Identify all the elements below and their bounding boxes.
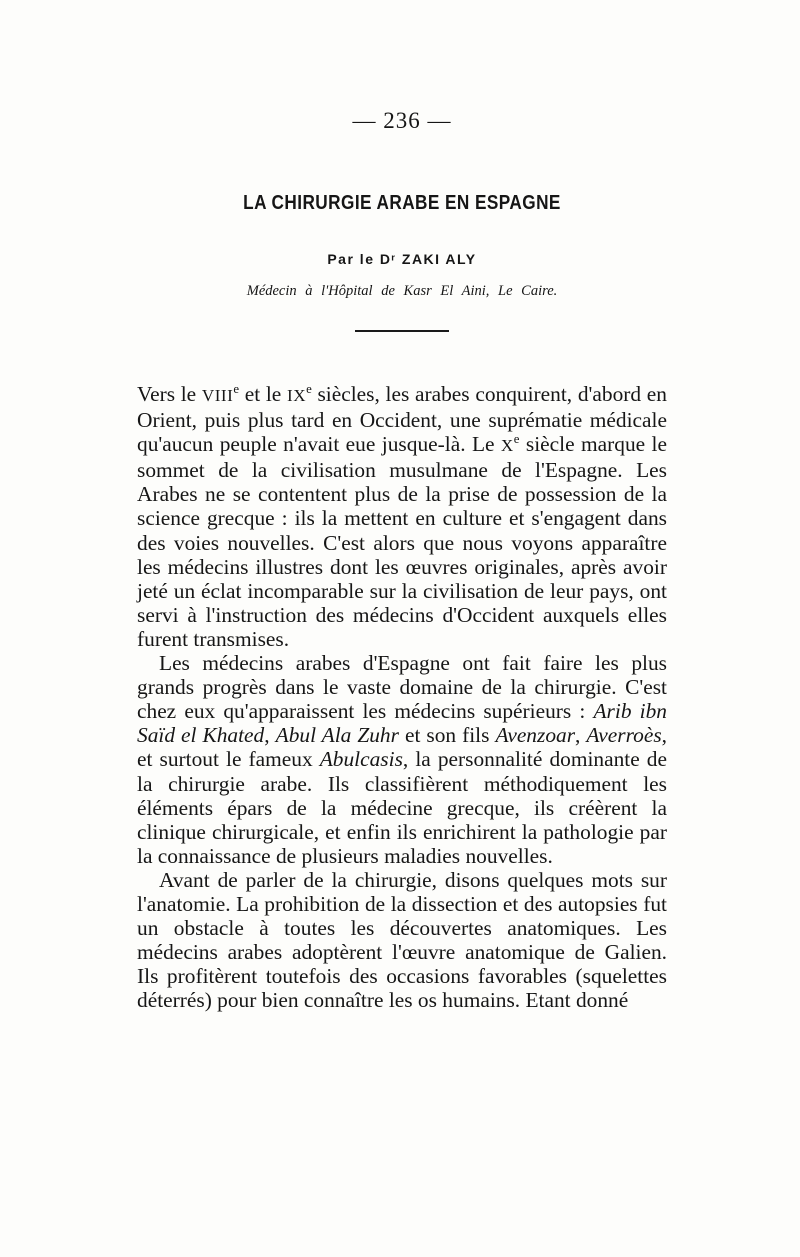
- text-run: et le: [239, 382, 287, 406]
- italic-name: Averroès: [586, 723, 662, 748]
- text-run: , la personnalité dominante de la chirurgie arabe. Ils classifièrent méthodiquement les éléments épars de la médecine grecque, ils créèrent la clinique chirurgicale, et enfin ils enrichirent la pathologie par la connaissance de plusieurs maladies nouvelles.: [137, 747, 667, 868]
- author-affiliation: Médecin à l'Hôpital de Kasr El Aini, Le Caire.: [246, 283, 558, 299]
- superscript: e: [233, 381, 240, 396]
- body-paragraph: [137, 651, 667, 868]
- text-run: , et surtout le fameux: [137, 723, 668, 772]
- italic-name: Arib ibn Saïd el Khated: [137, 699, 667, 748]
- roman-numeral: X: [500, 436, 514, 456]
- text-run: ,: [264, 723, 276, 748]
- text-run: ,: [575, 723, 587, 748]
- text-run: Avant de parler de la chirurgie, disons quelques mots sur l'anatomie. La prohibition de la dissection et des autopsies fut un obstacle à toutes les découvertes anatomiques. Les médecins arabes adoptèrent l'œuvre anatomique de Galien. Ils profitèrent toutefois des occasions favorables (squelettes déterrés) pour bien connaître les os humains. Etant donné: [137, 867, 667, 1013]
- superscript: e: [513, 432, 520, 447]
- italic-name: Abulcasis: [319, 747, 403, 772]
- text-run: et son fils: [398, 723, 496, 748]
- italic-name: Avenzoar: [495, 723, 576, 748]
- page-number: — 236 —: [352, 108, 452, 133]
- text-run: Les médecins arabes d'Espagne ont fait faire les plus grands progrès dans le vaste domaine de la chirurgie. C'est chez eux qu'apparaissent les médecins supérieurs :: [137, 651, 667, 724]
- text-run: siècle marque le sommet de la civilisation musulmane de l'Espagne. Les Arabes ne se contentent plus de la prise de possession de la science grecque : ils la mettent en culture et s'engagent dans des voies nouvelles. C'est alors que nous voyons apparaître les médecins illustres dont les œuvres originales, après avoir jeté un éclat incomparable sur la civilisation de leur pays, ont servi à l'instruction des médecins d'Occident auxquels elles furent transmises.: [137, 432, 667, 651]
- superscript: e: [306, 381, 312, 396]
- title-divider: [355, 330, 449, 332]
- text-run: Vers le: [137, 382, 202, 406]
- text-run: siècles, les arabes conquirent, d'abord en Orient, puis plus tard en Occident, une suprématie médicale qu'aucun peuple n'avait eue jusque-là. Le: [137, 382, 667, 457]
- article-author: Par le Dʳ ZAKI ALY: [327, 251, 477, 267]
- roman-numeral: VIII: [201, 386, 234, 405]
- body-paragraph: [137, 868, 667, 1013]
- article-body: [137, 382, 667, 1012]
- italic-name: Abul Ala Zuhr: [275, 723, 399, 748]
- document-page: [137, 108, 667, 1012]
- roman-numeral: IX: [287, 386, 307, 405]
- article-title: LA CHIRURGIE ARABE EN ESPAGNE: [243, 192, 561, 214]
- body-paragraph: [137, 382, 667, 651]
